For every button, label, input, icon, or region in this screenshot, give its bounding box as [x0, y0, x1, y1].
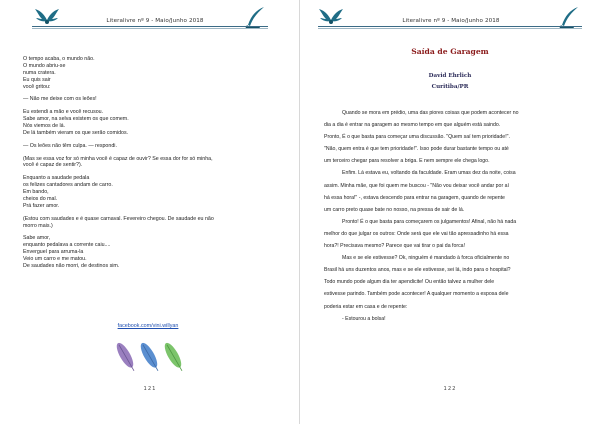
poem-line: você gritou:	[23, 83, 51, 90]
page-number-left: 121	[143, 386, 157, 392]
article-line: "Não, quem entra é que tem prioridade!". Isso pode durar bastante tempo ou até	[324, 146, 509, 153]
article-line: dia a dia é entrar na garagem ao mesmo tempo em que alguém está saindo.	[324, 122, 501, 129]
poem-line: Eu estendi a mão e você recusou.	[23, 109, 104, 116]
header-title: Literalivre nº 9 - Maio/Junho 2018	[402, 18, 500, 24]
poem-stanza	[23, 156, 273, 170]
poem-line: (Estou com saudades e é quase carnaval. Fevereiro chegou. De saudade eu não	[23, 215, 214, 222]
article-line: estivesse parindo. Também pode acontecer! A qualquer momento a esposa dele	[324, 291, 509, 298]
page-number-right: 122	[443, 386, 457, 392]
poem-line: Envergueí para arruma-la	[23, 249, 84, 256]
article-line: Todo mundo pode algum dia ter apendicite! Ou então talvez a mulher dele	[324, 279, 495, 286]
poem-stanza	[23, 143, 273, 150]
poem-line: você é capaz de sentir?).	[23, 162, 83, 169]
article-line: Pronto! É o que basta para começarem os julgamentos! Afinal, não há nada	[342, 218, 517, 225]
left-page-header	[0, 6, 300, 32]
wings-icon	[34, 6, 60, 28]
article-line: um carro preto quase bate no nosso, na pressa de sair de lá.	[324, 206, 465, 213]
poem-text	[23, 56, 273, 276]
article-line: um terceiro chegar para resolver a briga. E nem sempre ele chega logo.	[324, 158, 490, 165]
header-rule-thin	[32, 28, 268, 29]
header-rule-thin	[318, 28, 582, 29]
poem-line: O mundo abriu-se	[23, 62, 66, 69]
poem-stanza	[23, 96, 273, 103]
poem-line: Prá fazer amor.	[23, 202, 60, 209]
article-city: Curitiba/PR	[431, 84, 469, 90]
poem-stanza	[23, 109, 273, 137]
poem-line: Veio um carro e me matou.	[23, 256, 87, 263]
article-line: poderia estar em casa e de repente:	[324, 303, 408, 310]
article-line: Enfim. Lá estava eu, voltando da faculdade. Eram umas dez da noite, coisa	[342, 170, 516, 177]
poem-line: Sabe amor,	[23, 235, 51, 242]
poem-line: Enquanto a saudade pedala	[23, 175, 90, 182]
right-page	[300, 0, 600, 424]
article-line: Mas e se ele estivesse? Ok, ninguém é mandado à forca oficialmente no	[342, 255, 510, 262]
article-line: há essa hora!" -, estava descendo para entrar na garagem, quando de repente	[324, 194, 505, 201]
poem-line: De lá também vieram os que serão comidos.	[23, 129, 129, 136]
poem-line: De saudades não morri, de destinos sim.	[23, 262, 120, 269]
feathers-icon	[108, 337, 198, 375]
poem-line: enquanto pedalava a corrente caiu....	[23, 242, 111, 249]
article-line: assim. Minha mãe, que foi quem me buscou - "Não vou deixar você andar por aí	[324, 182, 509, 189]
poem-line: morro mais.)	[23, 222, 53, 229]
wings-icon	[318, 6, 344, 28]
article-title: Saída de Garagem	[411, 47, 489, 56]
article-line: Quando se mora em prédio, uma das piores coisas que podem acontecer no	[342, 110, 519, 116]
poem-line: Nós viemos de lá.	[23, 123, 66, 130]
article-line: - Estourou a bolsa!	[342, 315, 386, 322]
right-page-header	[300, 6, 600, 32]
poem-line: Em bando,	[23, 189, 49, 196]
poem-line: — Não me deixe com os leões!	[23, 96, 97, 103]
poem-stanza	[23, 175, 273, 210]
article-line: hora?! Precisava mesmo? Parece que vai tirar o pai da forca!	[324, 243, 465, 250]
facebook-link[interactable]: facebook.com/vini.willyan	[117, 323, 179, 329]
poem-line: — Os leões não têm culpa. — respondi.	[23, 142, 117, 149]
article-line: Pronto, É o que basta para começar uma discussão. "Quem saí tem prioridade!".	[324, 134, 510, 141]
poem-line: O tempo acaba, o mundo não.	[23, 56, 95, 62]
poem-line: os felizes cantadores andam de carro.	[23, 182, 113, 189]
poem-stanza	[23, 56, 273, 91]
article-line: Brasil há uns duzentos anos, mas e se ele estivesse, sei lá, indo para o hospital?	[324, 267, 511, 274]
poem-line: cheios do mal.	[23, 195, 58, 202]
poem-line: Sabe amor, na selva existem os que comem.	[23, 116, 129, 123]
header-rule	[32, 26, 268, 27]
header-rule	[318, 26, 582, 27]
article-line: melhor do que julgar os outros: Onde será que ele vai tão apressadinho há essa	[324, 230, 509, 237]
article-body	[324, 107, 578, 325]
poem-stanza	[23, 216, 273, 230]
poem-line: Eu quis sair	[23, 76, 51, 83]
poem-line: (Mas se essa voz for só minha você é capaz de ouvir? Se essa dor for só minha,	[23, 155, 213, 162]
header-title: Literalivre nº 9 - Maio/Junho 2018	[106, 18, 204, 24]
poem-line: numa cratera.	[23, 69, 56, 76]
article-author: David Ehrlich	[428, 73, 472, 79]
poem-stanza	[23, 235, 273, 270]
